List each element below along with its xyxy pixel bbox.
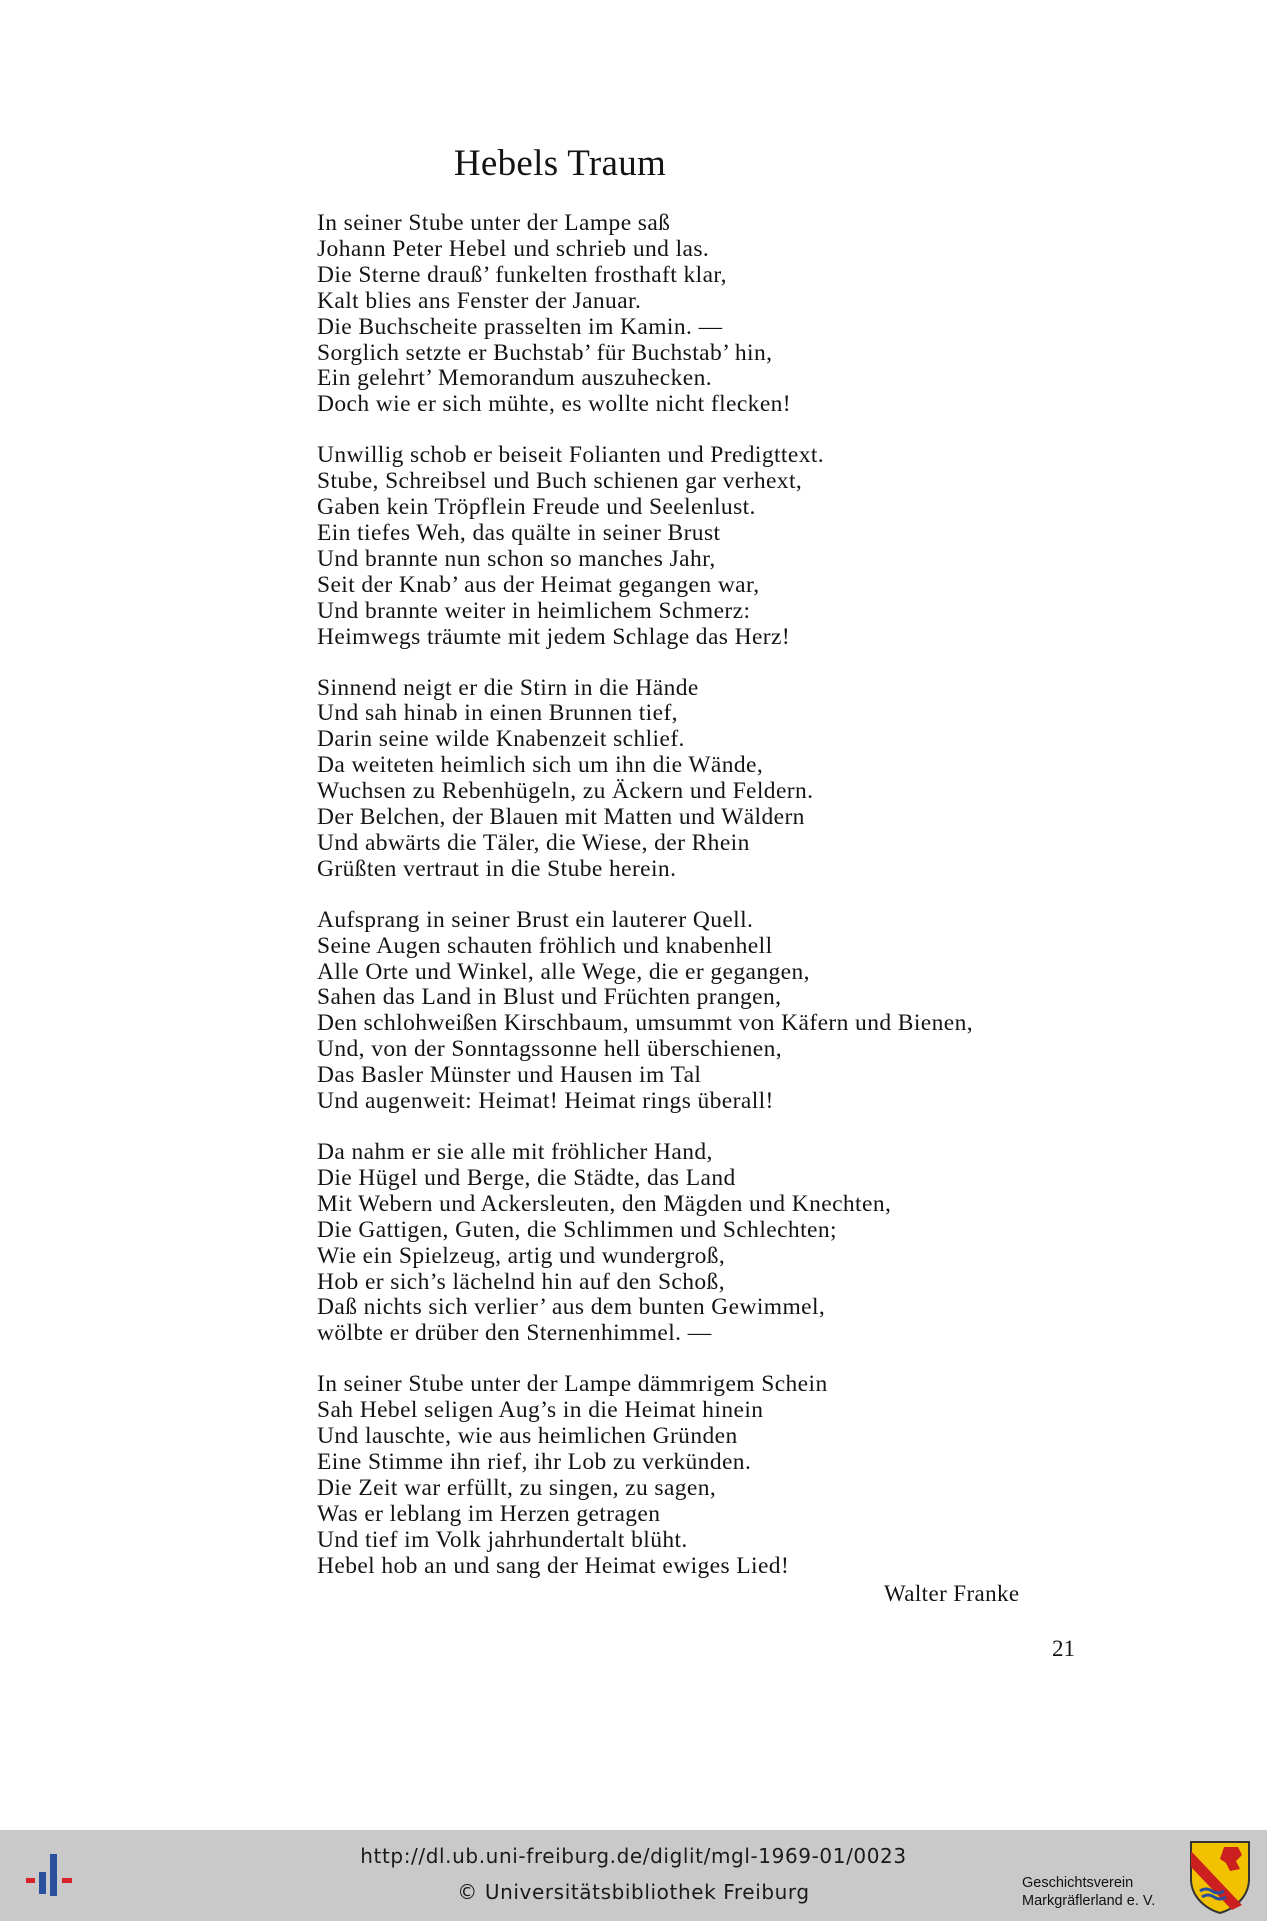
viewer-footer	[0, 1830, 1267, 1921]
poem-line: Doch wie er sich mühte, es wollte nicht flecken!	[317, 391, 792, 418]
society-name	[1022, 1874, 1155, 1910]
poem-line: Den schlohweißen Kirschbaum, umsummt von Käfern und Bienen,	[317, 1010, 974, 1037]
poem-line: Das Basler Münster und Hausen im Tal	[317, 1062, 702, 1089]
poem-line: Der Belchen, der Blauen mit Matten und Wäldern	[317, 804, 805, 831]
stanza	[317, 1140, 1157, 1347]
poem-line: wölbte er drüber den Sternenhimmel. —	[317, 1320, 712, 1347]
poem-line: Da nahm er sie alle mit fröhlicher Hand,	[317, 1139, 713, 1165]
poem-line: Und lauschte, wie aus heimlichen Gründen	[317, 1423, 738, 1450]
poem-line: Johann Peter Hebel und schrieb und las.	[317, 235, 710, 262]
poem-line: Sinnend neigt er die Stirn in die Hände	[317, 674, 699, 701]
permalink-url[interactable]: http://dl.ub.uni-freiburg.de/diglit/mgl-1969-01/0023	[360, 1844, 907, 1868]
poem-line: Da weiteten heimlich sich um ihn die Wände,	[317, 752, 764, 779]
page-number: 21	[1052, 1636, 1075, 1661]
poem-line: Die Sterne drauß’ funkelten frosthaft klar,	[317, 261, 727, 288]
poem-line: Ein tiefes Weh, das quälte in seiner Brust	[317, 519, 721, 546]
poem-line: Wuchsen zu Rebenhügeln, zu Äckern und Feldern.	[317, 778, 814, 805]
poem-line: Eine Stimme ihn rief, ihr Lob zu verkünden.	[317, 1448, 752, 1475]
poem-line: Darin seine wilde Knabenzeit schlief.	[317, 726, 685, 753]
poem-line: Die Buchscheite prasselten im Kamin. —	[317, 313, 723, 340]
poem-line: Die Hügel und Berge, die Städte, das Land	[317, 1164, 736, 1191]
poem-line: Und sah hinab in einen Brunnen tief,	[317, 700, 678, 727]
poem-line: Alle Orte und Winkel, alle Wege, die er gegangen,	[317, 958, 810, 985]
stanza	[317, 211, 1157, 418]
poem-line: Und, von der Sonntagssonne hell überschienen,	[317, 1036, 783, 1063]
poem-line: Wie ein Spielzeug, artig und wundergroß,	[317, 1242, 726, 1269]
stanza	[317, 908, 1157, 1115]
poem-line: Die Zeit war erfüllt, zu singen, zu sagen,	[317, 1474, 717, 1501]
poem-line: Ein gelehrt’ Memorandum auszuhecken.	[317, 365, 713, 392]
poem-body	[317, 211, 1157, 1605]
poem-line: Hob er sich’s lächelnd hin auf den Schoß,	[317, 1268, 725, 1295]
poem-line: Die Gattigen, Guten, die Schlimmen und Schlechten;	[317, 1216, 837, 1243]
poem-line: Und brannte weiter in heimlichem Schmerz:	[317, 597, 751, 624]
stanza	[317, 443, 1157, 650]
poem-line: Grüßten vertraut in die Stube herein.	[317, 855, 677, 882]
coat-of-arms-icon	[1188, 1839, 1252, 1915]
stanza	[317, 676, 1157, 883]
poem-line: Heimwegs träumte mit jedem Schlage das Herz!	[317, 623, 791, 650]
poem-line: Sahen das Land in Blust und Früchten prangen,	[317, 984, 782, 1011]
poem-line: In seiner Stube unter der Lampe dämmrigem Schein	[317, 1371, 828, 1398]
poem-author: Walter Franke	[884, 1581, 1020, 1606]
poem-line: Mit Webern und Ackersleuten, den Mägden und Knechten,	[317, 1190, 892, 1217]
poem-line: Daß nichts sich verlier’ aus dem bunten Gewimmel,	[317, 1294, 826, 1321]
poem-line: Hebel hob an und sang der Heimat ewiges Lied!	[317, 1552, 790, 1579]
poem-line: Und augenweit: Heimat! Heimat rings überall!	[317, 1088, 774, 1115]
poem-line: Sorglich setzte er Buchstab’ für Buchstab’ hin,	[317, 339, 773, 366]
stanza	[317, 1372, 1157, 1579]
poem-line: Seit der Knab’ aus der Heimat gegangen war,	[317, 571, 760, 598]
poem-line: Was er leblang im Herzen getragen	[317, 1500, 661, 1527]
poem-line: In seiner Stube unter der Lampe saß	[317, 210, 671, 236]
poem-line: Und brannte nun schon so manches Jahr,	[317, 545, 716, 572]
poem-title: Hebels Traum	[453, 143, 667, 184]
copyright-notice: © Universitätsbibliothek Freiburg	[457, 1880, 810, 1904]
poem-line: Kalt blies ans Fenster der Januar.	[317, 287, 642, 314]
poem-line: Sah Hebel seligen Aug’s in die Heimat hinein	[317, 1397, 764, 1424]
poem-line: Stube, Schreibsel und Buch schienen gar verhext,	[317, 468, 803, 495]
society-name-line: Geschichtsverein	[1022, 1875, 1134, 1891]
poem-line: Unwillig schob er beiseit Folianten und Predigttext.	[317, 442, 825, 469]
poem-line: Und tief im Volk jahrhundertalt blüht.	[317, 1526, 688, 1553]
society-name-line: Markgräflerland e. V.	[1022, 1893, 1156, 1909]
poem-line: Seine Augen schauten fröhlich und knabenhell	[317, 932, 773, 959]
poem-line: Gaben kein Tröpflein Freude und Seelenlust.	[317, 494, 756, 521]
poem-line: Aufsprang in seiner Brust ein lauterer Quell.	[317, 906, 754, 933]
poem-line: Und abwärts die Täler, die Wiese, der Rhein	[317, 829, 750, 856]
